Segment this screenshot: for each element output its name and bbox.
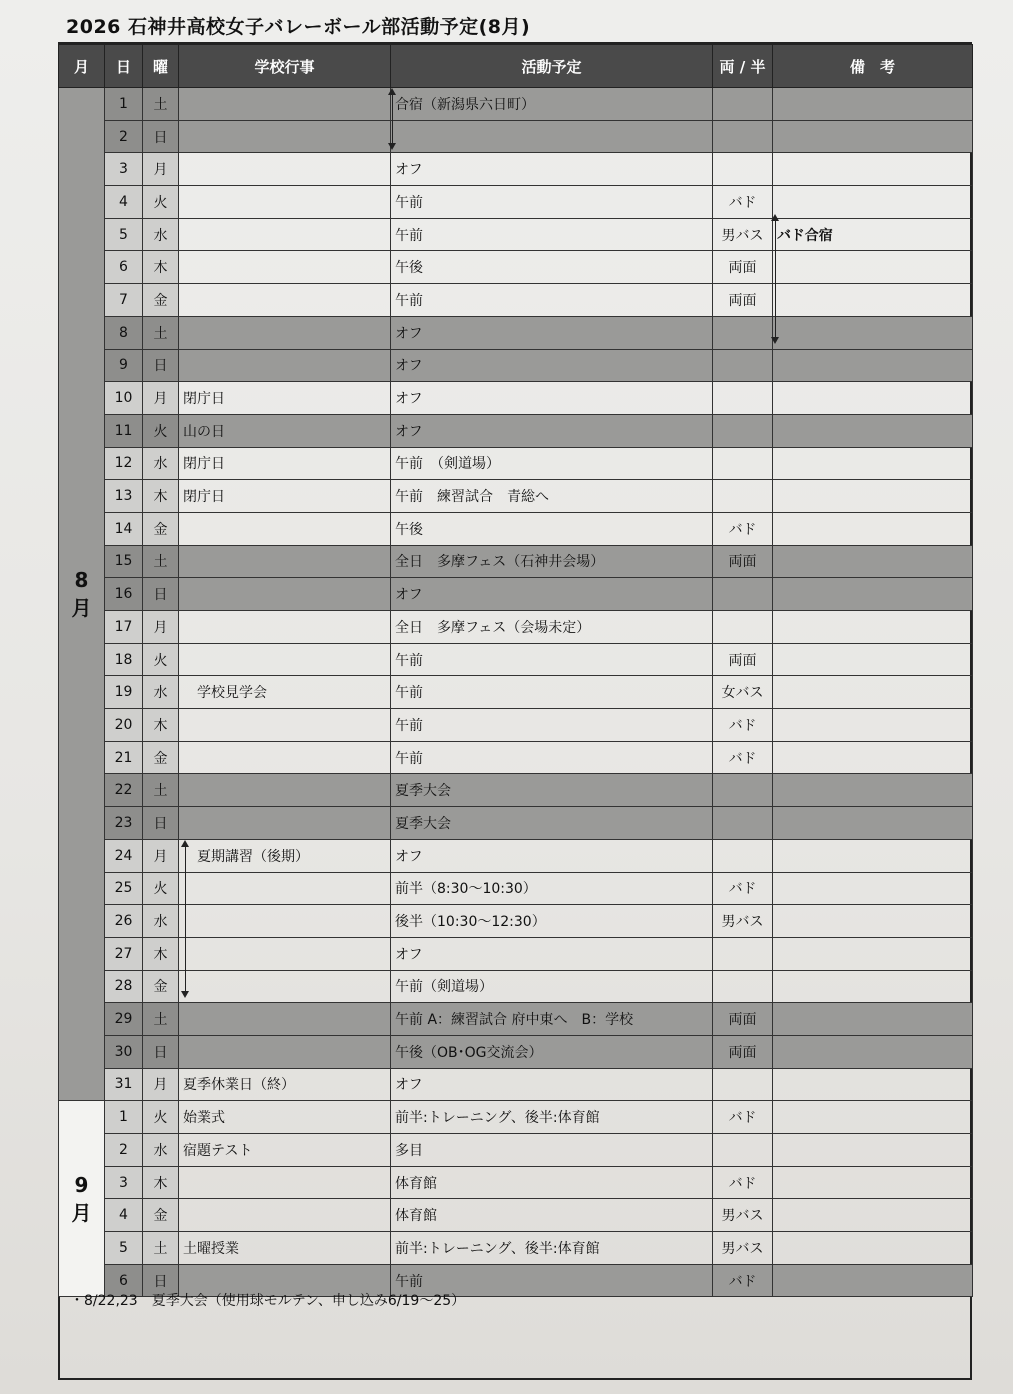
school-event-cell xyxy=(179,774,391,807)
note-cell xyxy=(773,1134,973,1167)
day-cell: 6 xyxy=(105,1264,143,1297)
table-row xyxy=(59,676,973,709)
activity-cell: オフ xyxy=(391,937,713,970)
court-cell: 両面 xyxy=(713,284,773,317)
weekday-cell: 木 xyxy=(143,251,179,284)
note-cell xyxy=(773,1232,973,1265)
day-cell: 4 xyxy=(105,186,143,219)
activity-cell: 午前 xyxy=(391,284,713,317)
weekday-cell: 金 xyxy=(143,284,179,317)
school-event-cell xyxy=(179,741,391,774)
table-row xyxy=(59,937,973,970)
activity-cell: 午後 xyxy=(391,251,713,284)
court-cell: バド xyxy=(713,709,773,742)
court-cell: 女バス xyxy=(713,676,773,709)
table-row xyxy=(59,120,973,153)
weekday-cell: 土 xyxy=(143,545,179,578)
court-cell xyxy=(713,839,773,872)
day-cell: 20 xyxy=(105,709,143,742)
school-event-cell: 始業式 xyxy=(179,1101,391,1134)
court-cell xyxy=(713,774,773,807)
note-cell xyxy=(773,480,973,513)
weekday-cell: 土 xyxy=(143,1232,179,1265)
camp-span-arrow xyxy=(392,90,393,148)
weekday-cell: 金 xyxy=(143,512,179,545)
court-cell xyxy=(713,349,773,382)
day-cell: 24 xyxy=(105,839,143,872)
table-row xyxy=(59,1134,973,1167)
table-row xyxy=(59,447,973,480)
school-event-cell: 宿題テスト xyxy=(179,1134,391,1167)
table-row xyxy=(59,414,973,447)
court-cell xyxy=(713,480,773,513)
table-row xyxy=(59,839,973,872)
table-row xyxy=(59,382,973,415)
court-cell xyxy=(713,807,773,840)
day-cell: 22 xyxy=(105,774,143,807)
table-row xyxy=(59,349,973,382)
table-row xyxy=(59,480,973,513)
table-row xyxy=(59,1003,973,1036)
weekday-cell: 木 xyxy=(143,480,179,513)
weekday-cell: 金 xyxy=(143,1199,179,1232)
court-cell xyxy=(713,414,773,447)
weekday-cell: 火 xyxy=(143,643,179,676)
court-cell: バド xyxy=(713,186,773,219)
note-cell xyxy=(773,88,973,121)
day-cell: 13 xyxy=(105,480,143,513)
school-event-cell xyxy=(179,905,391,938)
activity-cell: オフ xyxy=(391,414,713,447)
header-both-half: 両 / 半 xyxy=(713,45,773,88)
day-cell: 1 xyxy=(105,1101,143,1134)
school-event-cell xyxy=(179,349,391,382)
activity-cell: 前半（8:30〜10:30） xyxy=(391,872,713,905)
note-cell xyxy=(773,251,973,284)
weekday-cell: 火 xyxy=(143,1101,179,1134)
day-cell: 5 xyxy=(105,1232,143,1265)
note-cell xyxy=(773,316,973,349)
activity-cell: オフ xyxy=(391,578,713,611)
activity-cell: 午前 xyxy=(391,218,713,251)
activity-cell: 午前 （剣道場） xyxy=(391,447,713,480)
day-cell: 25 xyxy=(105,872,143,905)
note-cell xyxy=(773,807,973,840)
court-cell: 男バス xyxy=(713,905,773,938)
month-aug: 8 月 xyxy=(59,88,105,1101)
school-event-cell xyxy=(179,1166,391,1199)
school-event-cell xyxy=(179,1035,391,1068)
note-cell xyxy=(773,970,973,1003)
activity-cell: 午前 xyxy=(391,676,713,709)
weekday-cell: 木 xyxy=(143,709,179,742)
activity-cell: オフ xyxy=(391,1068,713,1101)
weekday-cell: 日 xyxy=(143,349,179,382)
school-event-cell xyxy=(179,937,391,970)
day-cell: 8 xyxy=(105,316,143,349)
activity-cell: 多目 xyxy=(391,1134,713,1167)
header-school-events: 学校行事 xyxy=(179,45,391,88)
table-row xyxy=(59,284,973,317)
note-cell xyxy=(773,186,973,219)
table-row xyxy=(59,1101,973,1134)
day-cell: 17 xyxy=(105,611,143,644)
table-row xyxy=(59,1068,973,1101)
day-cell: 26 xyxy=(105,905,143,938)
weekday-cell: 日 xyxy=(143,578,179,611)
day-cell: 29 xyxy=(105,1003,143,1036)
activity-cell: 午前 xyxy=(391,709,713,742)
day-cell: 12 xyxy=(105,447,143,480)
weekday-cell: 水 xyxy=(143,905,179,938)
court-cell: 両面 xyxy=(713,1003,773,1036)
schedule-table xyxy=(58,44,973,1297)
weekday-cell: 月 xyxy=(143,1068,179,1101)
court-cell: バド xyxy=(713,872,773,905)
table-row xyxy=(59,611,973,644)
note-cell xyxy=(773,120,973,153)
court-cell: 男バス xyxy=(713,218,773,251)
weekday-cell: 月 xyxy=(143,611,179,644)
note-cell xyxy=(773,512,973,545)
activity-cell: 体育館 xyxy=(391,1166,713,1199)
court-cell: バド xyxy=(713,512,773,545)
table-row xyxy=(59,807,973,840)
activity-cell: 午後（OB･OG交流会） xyxy=(391,1035,713,1068)
note-cell xyxy=(773,709,973,742)
activity-cell: 午前 xyxy=(391,1264,713,1297)
note-cell xyxy=(773,382,973,415)
day-cell: 3 xyxy=(105,153,143,186)
court-cell: 男バス xyxy=(713,1232,773,1265)
school-event-cell xyxy=(179,872,391,905)
school-event-cell: 閉庁日 xyxy=(179,480,391,513)
day-cell: 4 xyxy=(105,1199,143,1232)
summer-course-span-arrow xyxy=(185,842,186,996)
day-cell: 21 xyxy=(105,741,143,774)
table-row xyxy=(59,578,973,611)
note-cell xyxy=(773,1068,973,1101)
court-cell: 男バス xyxy=(713,1199,773,1232)
court-cell xyxy=(713,1134,773,1167)
header-notes: 備 考 xyxy=(773,45,973,88)
table-row xyxy=(59,88,973,121)
table-row xyxy=(59,1166,973,1199)
weekday-cell: 日 xyxy=(143,120,179,153)
activity-cell: 前半:トレーニング、後半:体育館 xyxy=(391,1101,713,1134)
day-cell: 23 xyxy=(105,807,143,840)
activity-cell: 午前 xyxy=(391,186,713,219)
weekday-cell: 月 xyxy=(143,839,179,872)
activity-cell: 午後 xyxy=(391,512,713,545)
header-activity: 活動予定 xyxy=(391,45,713,88)
school-event-cell xyxy=(179,316,391,349)
weekday-cell: 水 xyxy=(143,676,179,709)
table-row xyxy=(59,545,973,578)
note-cell xyxy=(773,1101,973,1134)
court-cell xyxy=(713,120,773,153)
note-cell xyxy=(773,643,973,676)
table-row xyxy=(59,1199,973,1232)
weekday-cell: 水 xyxy=(143,218,179,251)
school-event-cell xyxy=(179,1003,391,1036)
weekday-cell: 日 xyxy=(143,1264,179,1297)
school-event-cell: 土曜授業 xyxy=(179,1232,391,1265)
header-day: 日 xyxy=(105,45,143,88)
weekday-cell: 日 xyxy=(143,807,179,840)
activity-cell: 合宿（新潟県六日町） xyxy=(391,88,713,121)
school-event-cell: 学校見学会 xyxy=(179,676,391,709)
day-cell: 1 xyxy=(105,88,143,121)
weekday-cell: 水 xyxy=(143,1134,179,1167)
weekday-cell: 土 xyxy=(143,316,179,349)
day-cell: 6 xyxy=(105,251,143,284)
note-cell xyxy=(773,153,973,186)
school-event-cell xyxy=(179,807,391,840)
table-row xyxy=(59,153,973,186)
day-cell: 27 xyxy=(105,937,143,970)
note-cell xyxy=(773,676,973,709)
day-cell: 11 xyxy=(105,414,143,447)
activity-cell: 午前 xyxy=(391,643,713,676)
court-cell xyxy=(713,447,773,480)
activity-cell: オフ xyxy=(391,839,713,872)
activity-cell: 全日 多摩フェス（石神井会場） xyxy=(391,545,713,578)
court-cell: 両面 xyxy=(713,545,773,578)
table-row xyxy=(59,643,973,676)
weekday-cell: 火 xyxy=(143,186,179,219)
day-cell: 18 xyxy=(105,643,143,676)
activity-cell: 夏季大会 xyxy=(391,774,713,807)
weekday-cell: 土 xyxy=(143,774,179,807)
note-cell xyxy=(773,1199,973,1232)
day-cell: 9 xyxy=(105,349,143,382)
activity-cell xyxy=(391,120,713,153)
activity-cell: 前半:トレーニング、後半:体育館 xyxy=(391,1232,713,1265)
school-event-cell: 夏期講習（後期） xyxy=(179,839,391,872)
note-cell xyxy=(773,578,973,611)
activity-cell: オフ xyxy=(391,153,713,186)
month-sep: 9 月 xyxy=(59,1101,105,1297)
note-cell xyxy=(773,414,973,447)
court-cell xyxy=(713,611,773,644)
note-cell xyxy=(773,611,973,644)
table-row xyxy=(59,251,973,284)
weekday-cell: 木 xyxy=(143,937,179,970)
weekday-cell: 火 xyxy=(143,414,179,447)
day-cell: 14 xyxy=(105,512,143,545)
day-cell: 5 xyxy=(105,218,143,251)
note-cell xyxy=(773,905,973,938)
school-event-cell xyxy=(179,709,391,742)
weekday-cell: 木 xyxy=(143,1166,179,1199)
table-row xyxy=(59,512,973,545)
note-cell xyxy=(773,839,973,872)
school-event-cell xyxy=(179,88,391,121)
school-event-cell xyxy=(179,970,391,1003)
school-event-cell xyxy=(179,512,391,545)
weekday-cell: 金 xyxy=(143,741,179,774)
school-event-cell xyxy=(179,578,391,611)
day-cell: 7 xyxy=(105,284,143,317)
table-row xyxy=(59,316,973,349)
activity-cell: 午前 練習試合 青総へ xyxy=(391,480,713,513)
table-row xyxy=(59,218,973,251)
school-event-cell xyxy=(179,153,391,186)
note-cell xyxy=(773,545,973,578)
header-month: 月 xyxy=(59,45,105,88)
note-cell xyxy=(773,1003,973,1036)
table-row xyxy=(59,1035,973,1068)
day-cell: 3 xyxy=(105,1166,143,1199)
court-cell xyxy=(713,578,773,611)
activity-cell: 午前 A：練習試合 府中東へ B：学校 xyxy=(391,1003,713,1036)
school-event-cell xyxy=(179,251,391,284)
court-cell: 両面 xyxy=(713,643,773,676)
weekday-cell: 火 xyxy=(143,872,179,905)
day-cell: 2 xyxy=(105,120,143,153)
page-title: 2026 石神井高校女子バレーボール部活動予定(8月) xyxy=(66,16,531,38)
activity-cell: オフ xyxy=(391,316,713,349)
table-row xyxy=(59,774,973,807)
table-row xyxy=(59,1232,973,1265)
school-event-cell xyxy=(179,643,391,676)
day-cell: 15 xyxy=(105,545,143,578)
court-cell xyxy=(713,153,773,186)
school-event-cell xyxy=(179,120,391,153)
school-event-cell: 山の日 xyxy=(179,414,391,447)
activity-cell: オフ xyxy=(391,349,713,382)
day-cell: 19 xyxy=(105,676,143,709)
header-weekday: 曜 xyxy=(143,45,179,88)
table-row xyxy=(59,970,973,1003)
footer-note: ・8/22,23 夏季大会（使用球モルテン、申し込み6/19〜25） xyxy=(70,1293,466,1309)
table-row xyxy=(59,872,973,905)
school-event-cell: 閉庁日 xyxy=(179,382,391,415)
court-cell: 両面 xyxy=(713,251,773,284)
school-event-cell xyxy=(179,218,391,251)
court-cell xyxy=(713,382,773,415)
day-cell: 2 xyxy=(105,1134,143,1167)
activity-cell: 体育館 xyxy=(391,1199,713,1232)
weekday-cell: 日 xyxy=(143,1035,179,1068)
weekday-cell: 土 xyxy=(143,1003,179,1036)
school-event-cell xyxy=(179,284,391,317)
court-cell: バド xyxy=(713,1101,773,1134)
court-cell: 両面 xyxy=(713,1035,773,1068)
weekday-cell: 月 xyxy=(143,382,179,415)
court-cell: バド xyxy=(713,1166,773,1199)
activity-cell: オフ xyxy=(391,382,713,415)
weekday-cell: 月 xyxy=(143,153,179,186)
table-row xyxy=(59,186,973,219)
table-row xyxy=(59,905,973,938)
header-row xyxy=(59,45,973,88)
court-cell xyxy=(713,970,773,1003)
court-cell: バド xyxy=(713,1264,773,1297)
note-cell xyxy=(773,741,973,774)
note-cell xyxy=(773,872,973,905)
note-cell xyxy=(773,1264,973,1297)
weekday-cell: 水 xyxy=(143,447,179,480)
school-event-cell: 閉庁日 xyxy=(179,447,391,480)
activity-cell: 午前 xyxy=(391,741,713,774)
school-event-cell: 夏季休業日（終） xyxy=(179,1068,391,1101)
note-cell xyxy=(773,937,973,970)
note-cell xyxy=(773,774,973,807)
weekday-cell: 金 xyxy=(143,970,179,1003)
activity-cell: 全日 多摩フェス（会場未定） xyxy=(391,611,713,644)
court-cell xyxy=(713,937,773,970)
weekday-cell: 土 xyxy=(143,88,179,121)
day-cell: 28 xyxy=(105,970,143,1003)
court-cell xyxy=(713,88,773,121)
note-cell xyxy=(773,349,973,382)
day-cell: 10 xyxy=(105,382,143,415)
note-cell xyxy=(773,1166,973,1199)
note-cell: バド合宿 xyxy=(773,218,973,251)
day-cell: 31 xyxy=(105,1068,143,1101)
note-cell xyxy=(773,447,973,480)
day-cell: 30 xyxy=(105,1035,143,1068)
school-event-cell xyxy=(179,186,391,219)
school-event-cell xyxy=(179,545,391,578)
activity-cell: 午前（剣道場） xyxy=(391,970,713,1003)
note-cell xyxy=(773,1035,973,1068)
note-cell xyxy=(773,284,973,317)
bad-camp-span-arrow xyxy=(775,216,776,342)
court-cell xyxy=(713,1068,773,1101)
table-row xyxy=(59,709,973,742)
activity-cell: 後半（10:30〜12:30） xyxy=(391,905,713,938)
court-cell: バド xyxy=(713,741,773,774)
school-event-cell xyxy=(179,1199,391,1232)
school-event-cell xyxy=(179,611,391,644)
activity-cell: 夏季大会 xyxy=(391,807,713,840)
day-cell: 16 xyxy=(105,578,143,611)
table-row xyxy=(59,741,973,774)
court-cell xyxy=(713,316,773,349)
